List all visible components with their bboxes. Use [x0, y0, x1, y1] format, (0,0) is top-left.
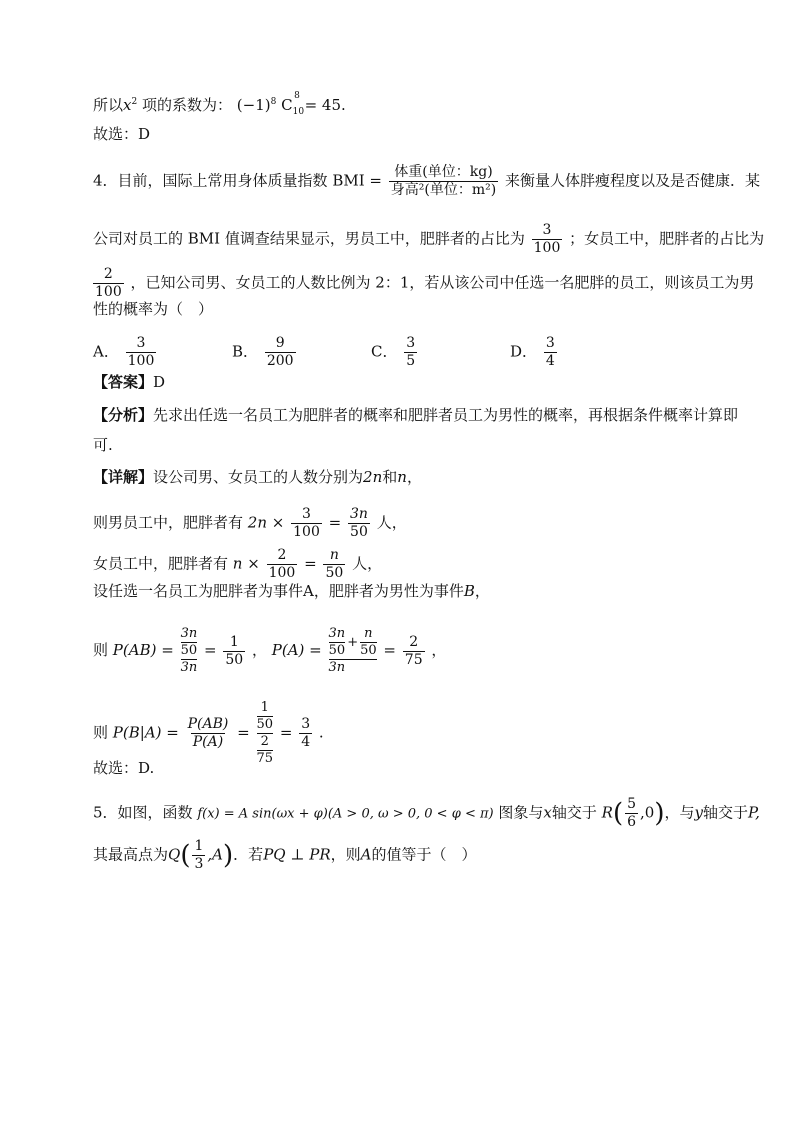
- frac-num: 1: [229, 633, 239, 650]
- option-fraction: [265, 335, 296, 370]
- math-expr: n ×: [232, 554, 260, 573]
- math-eq: =: [204, 641, 217, 659]
- inner-fraction: [181, 626, 198, 659]
- text: .: [341, 96, 346, 114]
- answer-tag: 【答案】: [93, 373, 154, 391]
- text: ，已知公司男、女员工的人数比例为 2：1，若从该公司中任选一名肥胖的员工，则该员工为男: [130, 273, 755, 292]
- math-var: A: [303, 582, 314, 600]
- frac-num: 3: [406, 335, 416, 351]
- frac-den: 50: [225, 651, 244, 668]
- frac-num: 5: [627, 796, 637, 812]
- math-sup: 8: [294, 91, 300, 101]
- frac-num: 3: [136, 335, 146, 351]
- fraction: [299, 716, 312, 751]
- option-d[interactable]: [510, 335, 559, 370]
- text: 所以: [93, 96, 124, 114]
- math-var: n: [397, 468, 407, 486]
- q5-line2: 其最高点为Q( $\frac{1}{3}$ ,A)．若PQ ⊥ PR，则A的值等于（ ）: [93, 838, 477, 872]
- analysis-line2: 可.: [93, 436, 113, 454]
- fraction: [267, 547, 298, 582]
- option-c[interactable]: [371, 335, 419, 370]
- frac-den: 100: [533, 240, 561, 256]
- frac-num: 3n: [180, 626, 198, 641]
- text: .: [318, 723, 324, 742]
- fraction: [192, 838, 205, 873]
- math-eq: = 45: [304, 96, 342, 114]
- frac-den: 6: [627, 814, 637, 830]
- text: ，肥胖者为男性为事件: [313, 582, 464, 600]
- inner-fraction: [360, 626, 377, 659]
- q4-line1: [93, 164, 760, 199]
- text: 则男员工中，肥胖者有: [93, 513, 244, 532]
- q4-line2: [93, 222, 764, 257]
- math-eq: =: [328, 513, 342, 532]
- frac-den: 50: [256, 717, 274, 732]
- frac-den: 100: [127, 353, 155, 369]
- option-b[interactable]: [232, 335, 298, 370]
- frac-num: 1: [194, 838, 204, 854]
- q4-line4: 性的概率为（ ）: [93, 300, 214, 318]
- text: 则: [93, 723, 109, 742]
- text: ；女员工中，肥胖者的占比为: [569, 229, 765, 248]
- option-fraction: [544, 335, 557, 370]
- math-expr: ,0: [640, 803, 655, 822]
- frac-num: 3: [542, 222, 552, 238]
- math-var: P,: [748, 803, 760, 822]
- frac-den: 5: [406, 353, 416, 369]
- math-expr: PQ ⊥ PR: [263, 845, 331, 864]
- inner-sum: [329, 626, 377, 659]
- text: ，: [431, 641, 447, 659]
- frac-den: 3n: [180, 660, 198, 675]
- frac-den: 200: [266, 353, 294, 369]
- text: 公司对员工的 BMI 值调查结果显示，男员工中，肥胖者的占比为: [93, 229, 525, 248]
- frac-num: 2: [103, 266, 113, 282]
- math-expr: ,A: [207, 845, 224, 864]
- frac-den: 100: [268, 565, 296, 581]
- frac-den: 75: [256, 751, 274, 766]
- math-c: C: [281, 96, 293, 114]
- math-expr: P(B|A) =: [112, 723, 179, 742]
- text: 图象与: [498, 803, 544, 822]
- frac-num: 2: [409, 633, 419, 650]
- fraction: [291, 506, 322, 541]
- frac-num: n: [329, 547, 339, 563]
- frac-num: 9: [275, 335, 285, 351]
- text: 4．目前，国际上常用身体质量指数 BMI =: [93, 171, 382, 190]
- math-var: 2n: [363, 468, 383, 486]
- frac-num: 1: [260, 700, 269, 715]
- inner-fraction: [257, 700, 274, 733]
- math-expr: P(A) =: [271, 641, 322, 659]
- q4-line3: [93, 266, 754, 301]
- frac-den: 身高²(单位：m²): [390, 182, 497, 198]
- math-plus: +: [347, 634, 359, 650]
- math-expr: 2n ×: [247, 513, 285, 532]
- option-label: C．: [371, 342, 398, 361]
- coefficient-line: 所以$x^2$ 项的系数为： $(-1)^8$ $C_{10}^8 = 45$.: [93, 91, 346, 117]
- text: 人，: [376, 513, 407, 532]
- frac-num: 3n: [350, 506, 368, 522]
- conditional-line: [93, 700, 324, 767]
- fraction: [323, 547, 345, 582]
- frac-den: P(A): [192, 734, 224, 750]
- math-eq: =: [237, 723, 250, 742]
- option-fraction: [404, 335, 417, 370]
- math-var: x: [123, 96, 132, 114]
- frac-den: 100: [95, 284, 122, 300]
- frac-den: 3: [194, 856, 204, 872]
- q5-line1: 5．如图，函数 f(x) = A sin(ωx + φ)(A > 0, ω > 0, 0 < φ < π) 图象与x轴交于 R( $\frac{5}{6}$ ,0)，与y轴交于P,: [93, 796, 760, 830]
- analysis-tag: 【分析】: [93, 406, 154, 424]
- frac-num: n: [364, 626, 373, 641]
- math-expr: f(x) = A sin(ωx + φ)(A > 0, ω > 0, 0 < φ < π): [197, 806, 494, 822]
- option-label: B．: [232, 342, 259, 361]
- fraction: [186, 716, 231, 751]
- text: 则: [93, 641, 109, 659]
- option-label: A．: [93, 342, 119, 361]
- text: 项的系数为：: [142, 96, 233, 114]
- frac-num: 3: [302, 506, 311, 522]
- text: 和: [382, 468, 398, 486]
- text: 的值等于（ ）: [371, 845, 477, 864]
- fraction: [403, 634, 425, 669]
- inner-fraction: [257, 733, 274, 767]
- option-label: D．: [510, 342, 538, 361]
- frac-den: 4: [545, 353, 555, 369]
- text: 轴交于: [551, 803, 597, 822]
- frac-den: 50: [325, 565, 344, 581]
- text: ，: [474, 582, 490, 600]
- nested-fraction: [329, 626, 377, 676]
- text: 来衡量人体胖瘦程度以及是否健康．某: [504, 171, 760, 190]
- text: 女员工中，肥胖者有: [93, 554, 229, 573]
- frac-num: 3: [545, 335, 555, 351]
- frac-den: 3n: [329, 659, 377, 676]
- frac-num: 3n: [328, 626, 346, 641]
- fraction: [348, 506, 370, 541]
- frac-den: 50: [180, 643, 198, 658]
- text: ，: [406, 468, 422, 486]
- text: 设任选一名员工为肥胖者为事件: [93, 582, 304, 600]
- text: 其最高点为: [93, 845, 169, 864]
- event-line: [93, 581, 490, 601]
- math-eq: =: [279, 723, 293, 742]
- frac-num: 体重(单位：kg): [394, 164, 493, 180]
- male-ratio-fraction: [532, 222, 563, 257]
- female-ratio-fraction: [93, 266, 124, 301]
- frac-num: 2: [260, 734, 269, 749]
- bmi-fraction: [389, 164, 498, 199]
- fraction: [223, 634, 245, 669]
- math-expr: (−1): [236, 96, 271, 114]
- text: ，: [251, 641, 267, 659]
- male-obese-line: [93, 506, 407, 541]
- math-var: Q: [168, 845, 181, 864]
- math-expr: P(AB) =: [112, 641, 174, 659]
- text: ，与: [664, 803, 695, 822]
- math-var: R: [601, 803, 613, 822]
- female-obese-line: [93, 547, 382, 582]
- math-var: y: [694, 803, 703, 822]
- text: ．若: [233, 845, 264, 864]
- analysis-line: [93, 405, 738, 425]
- frac-num: 2: [277, 547, 287, 563]
- detail-line: [93, 467, 422, 487]
- math-sub: 10: [292, 107, 305, 117]
- text: 轴交于: [703, 803, 749, 822]
- frac-den: 50: [328, 643, 346, 658]
- select-answer-1: 故选：D: [93, 125, 151, 143]
- text: 人，: [352, 554, 383, 573]
- math-var: x: [543, 803, 552, 822]
- answer-value: D: [153, 373, 166, 391]
- probability-line: [93, 626, 446, 676]
- frac-den: 100: [293, 524, 320, 540]
- math-eq: =: [383, 641, 396, 659]
- math-var: A: [360, 845, 372, 864]
- frac-den: 50: [350, 524, 368, 540]
- frac-den: 75: [404, 651, 423, 668]
- math-eq: =: [304, 554, 317, 573]
- text: 设公司男、女员工的人数分别为: [153, 468, 364, 486]
- option-a[interactable]: [93, 335, 158, 370]
- frac-num: P(AB): [187, 716, 229, 732]
- fraction: [625, 796, 638, 831]
- frac-den: 50: [360, 643, 377, 658]
- math-var: B: [463, 582, 475, 600]
- text: 5．如图，函数: [93, 803, 193, 822]
- nested-fraction: [257, 700, 274, 767]
- inner-fraction: [329, 626, 346, 659]
- nested-fraction: [181, 626, 198, 676]
- text: ，则: [330, 845, 361, 864]
- frac-num: 3: [301, 716, 311, 732]
- option-fraction: [126, 335, 157, 370]
- select-answer-2: 故选：D.: [93, 759, 155, 777]
- answer-line: [93, 372, 165, 392]
- analysis-text: 先求出任选一名员工为肥胖者的概率和肥胖者员工为男性的概率，再根据条件概率计算即: [153, 406, 739, 424]
- detail-tag: 【详解】: [93, 468, 154, 486]
- frac-den: 4: [301, 734, 311, 750]
